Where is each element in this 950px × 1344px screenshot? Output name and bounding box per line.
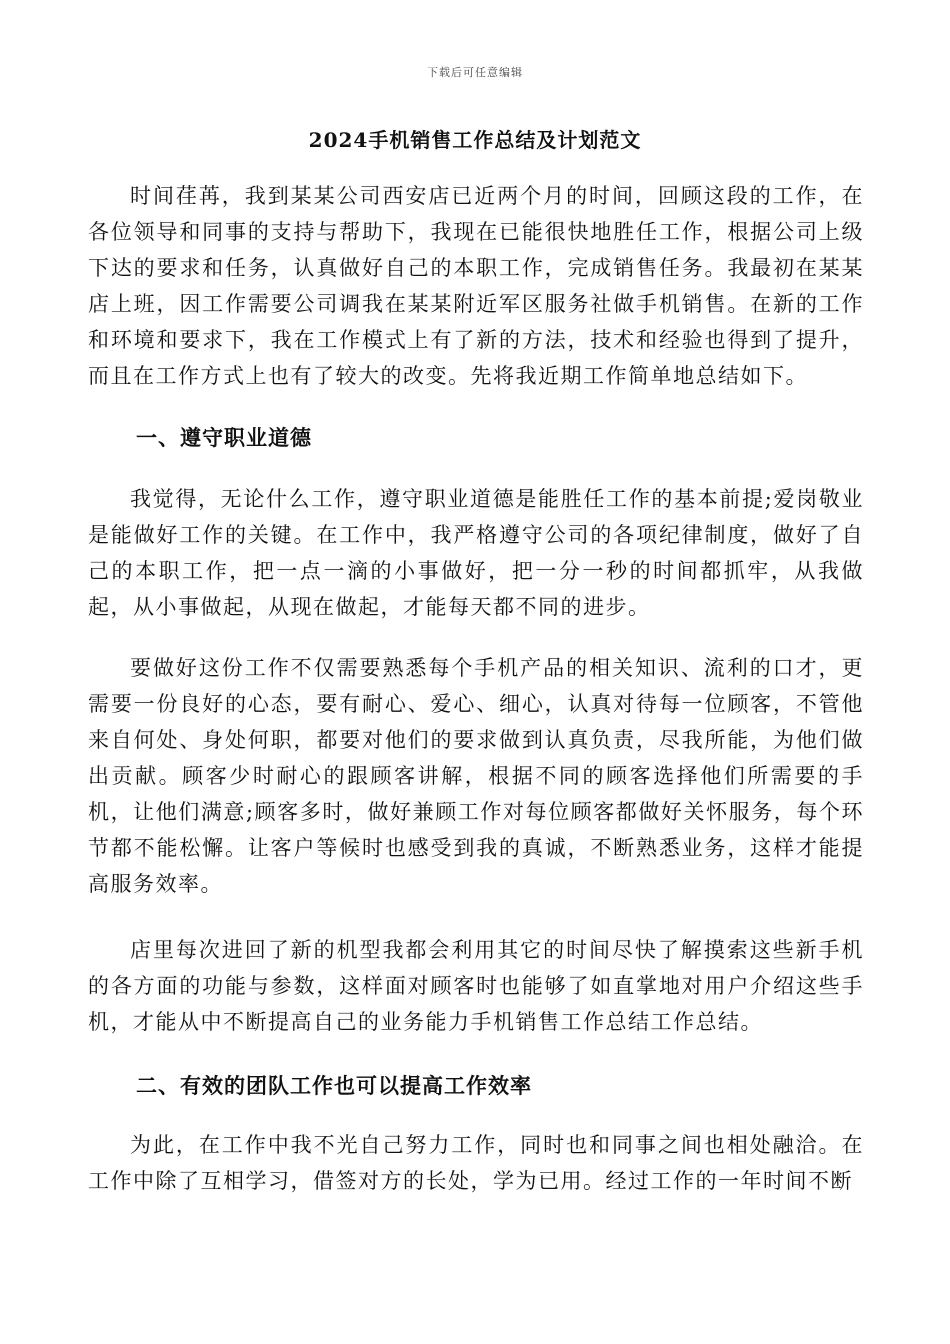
document-title: 2024手机销售工作总结及计划范文 bbox=[308, 128, 642, 152]
header-note: 下载后可任意编辑 bbox=[427, 66, 523, 79]
section1-paragraph-1: 我觉得，无论什么工作，遵守职业道德是能胜任工作的基本前提;爱岗敬业是能做好工作的关键。在工作中，我严格遵守公司的各项纪律制度，做好了自己的本职工作，把一点一滴的小事做好，把一分一秒的时间都抓牢，从我做起，从小事做起，从现在做起，才能每天都不同的进步。 bbox=[88, 487, 864, 619]
section1-paragraph-2: 要做好这份工作不仅需要熟悉每个手机产品的相关知识、流利的口才，更需要一份良好的心态，要有耐心、爱心、细心，认真对待每一位顾客，不管他来自何处、身处何职，都要对他们的要求做到认真负责，尽我所能，为他们做出贡献。顾客少时耐心的跟顾客讲解，根据不同的顾客选择他们所需要的手机，让他们满意;顾客多时，做好兼顾工作对每位顾客都做好关怀服务，每个环节都不能松懈。让客户等候时也感受到我的真诚，不断熟悉业务，这样才能提高服务效率。 bbox=[88, 656, 864, 896]
section-heading-1: 一、遵守职业道德 bbox=[136, 425, 312, 450]
section2-paragraph-1: 为此，在工作中我不光自己努力工作，同时也和同事之间也相处融洽。在工作中除了互相学习，借签对方的长处，学为已用。经过工作的一年时间不断 bbox=[88, 1133, 864, 1193]
intro-paragraph: 时间荏苒，我到某某公司西安店已近两个月的时间，回顾这段的工作，在各位领导和同事的支持与帮助下，我现在已能很快地胜任工作，根据公司上级下达的要求和任务，认真做好自己的本职工作，完成销售任务。我最初在某某店上班，因工作需要公司调我在某某附近军区服务社做手机销售。在新的工作和环境和要求下，我在工作模式上有了新的方法，技术和经验也得到了提升，而且在工作方式上也有了较大的改变。先将我近期工作简单地总结如下。 bbox=[88, 184, 864, 388]
section-heading-2: 二、有效的团队工作也可以提高工作效率 bbox=[136, 1073, 532, 1098]
section1-paragraph-3: 店里每次进回了新的机型我都会利用其它的时间尽快了解摸索这些新手机的各方面的功能与参数，这样面对顾客时也能够了如直掌地对用户介绍这些手机，才能从中不断提高自己的业务能力手机销售工作总结工作总结。 bbox=[88, 938, 864, 1034]
